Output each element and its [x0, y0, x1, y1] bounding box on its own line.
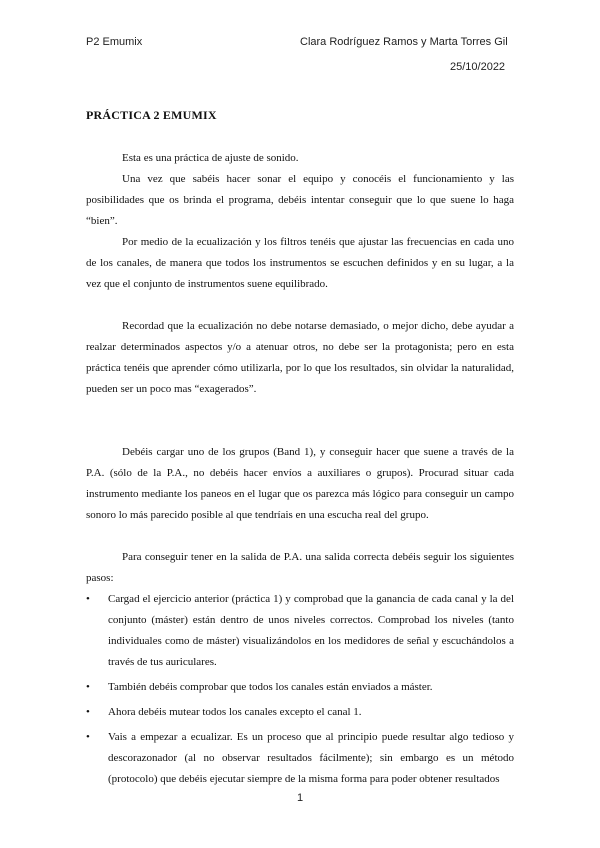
paragraph: Para conseguir tener en la salida de P.A. una salida correcta debéis seguir los siguientes pasos:: [86, 551, 514, 584]
paragraph: Esta es una práctica de ajuste de sonido.: [122, 152, 299, 164]
bullet-icon: •: [86, 706, 90, 718]
bullet-icon: •: [86, 593, 90, 605]
list-item: [86, 727, 514, 790]
list-item-text: Cargad el ejercicio anterior (práctica 1) y comprobad que la ganancia de cada canal y la del conjunto (máster) están dentro de unos niveles correctos. Comprobad los niveles (tanto individuales como de máster) visualizándolos en los medidores de señal y escuchándolos a través de tus auriculares.: [108, 593, 514, 668]
list-item: [86, 677, 514, 698]
page-number: 1: [296, 792, 304, 804]
paragraph: Recordad que la ecualización no debe notarse demasiado, o mejor dicho, debe ayudar a realzar determinados aspectos y/o a atenuar otros, no debe ser la protagonista; pero en esta práctica tenéis que aprender cómo utilizarla, por lo que los resultados, sin olvidar la naturalidad, pueden ser un poco mas “exagerados”.: [86, 320, 514, 395]
paragraph: Debéis cargar uno de los grupos (Band 1), y conseguir hacer que suene a través de la P.A. (sólo de la P.A., no debéis hacer envíos a auxiliares o grupos). Procurad situar cada instrumento mediante los paneos en el lugar que os parezca más lógico para conseguir un campo sonoro lo más parecido posible al que tendríais en una escucha real del grupo.: [86, 446, 514, 521]
paragraph: Una vez que sabéis hacer sonar el equipo y conocéis el funcionamiento y las posibilidades que os brinda el programa, debéis intentar conseguir que lo que suene lo haga “bien”.: [86, 173, 514, 227]
bullet-icon: •: [86, 731, 90, 743]
page-title: PRÁCTICA 2 EMUMIX: [86, 108, 217, 122]
list-item: [86, 702, 514, 723]
list-item-text: Vais a empezar a ecualizar. Es un proceso que al principio puede resultar algo tedioso y descorazonador (al no observar resultados fácilmente); sin embargo es un método (protocolo) que debéis ejecutar siempre de la misma forma para poder obtener resultados: [108, 731, 514, 785]
header-date: 25/10/2022: [450, 61, 506, 73]
paragraph: Por medio de la ecualización y los filtros tenéis que ajustar las frecuencias en cada uno de los canales, de manera que todos los instrumentos se escuchen definidos y en su lugar, a la vez que el conjunto de instrumentos suene equilibrado.: [86, 236, 514, 290]
list-item: [86, 589, 514, 673]
header-authors: Clara Rodríguez Ramos y Marta Torres Gil: [300, 36, 508, 48]
header-doc-title: P2 Emumix: [86, 36, 143, 48]
document-body: [86, 148, 514, 794]
list-item-text: Ahora debéis mutear todos los canales excepto el canal 1.: [108, 706, 362, 718]
list-item-text: También debéis comprobar que todos los canales están enviados a máster.: [108, 681, 433, 693]
bullet-icon: •: [86, 681, 90, 693]
